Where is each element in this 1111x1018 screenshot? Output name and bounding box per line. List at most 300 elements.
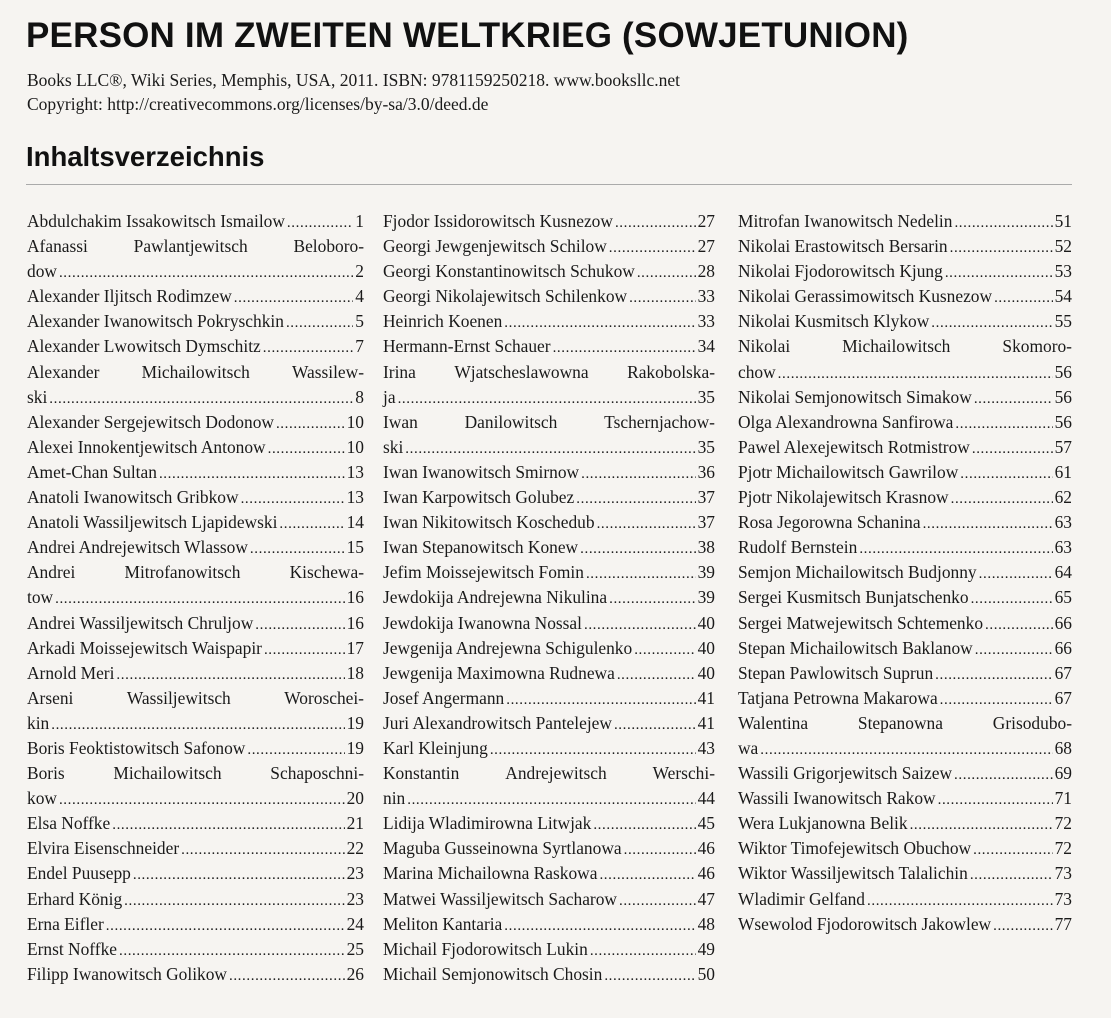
toc-entry-name: Anatoli Iwanowitsch Gribkow (27, 487, 239, 508)
leader-dots (970, 863, 1053, 888)
toc-entry-line (27, 887, 364, 912)
toc-entry-line (27, 460, 364, 485)
toc-entry-name-cont: ski (383, 436, 404, 457)
leader-dots (597, 512, 696, 537)
leader-dots (504, 311, 695, 336)
toc-entry-word: Irina (383, 361, 416, 382)
toc-entry (383, 460, 715, 485)
toc-entry (738, 661, 1072, 686)
toc-entry-name: Mitrofan Iwanowitsch Nedelin (738, 211, 953, 231)
toc-entry-page: 72 (1054, 813, 1072, 834)
toc-entry-line (383, 761, 715, 786)
toc-entry-name: Nikolai Kusmitsch Klykow (738, 311, 930, 332)
leader-dots (954, 211, 1052, 236)
toc-entry (383, 309, 715, 334)
leader-dots (229, 964, 345, 989)
toc-entry-name: Nikolai Fjodorowitsch Kjung (738, 261, 943, 282)
toc-entry-name: Ernst Noffke (27, 938, 117, 959)
toc-entry-page: 19 (346, 712, 364, 733)
toc-entry-line (27, 360, 364, 385)
toc-entry-page: 46 (697, 838, 715, 859)
toc-entry-name: Michail Fjodorowitsch Lukin (383, 938, 588, 959)
toc-entry (27, 962, 364, 987)
toc-entry-line (27, 284, 364, 309)
toc-entry-line (738, 435, 1072, 460)
toc-entry (27, 460, 364, 485)
toc-entry (27, 535, 364, 560)
toc-entry-line (383, 811, 715, 836)
book-title: PERSON IM ZWEITEN WELTKRIEG (SOWJETUNION) (26, 16, 909, 55)
toc-entry-page: 41 (697, 712, 715, 733)
toc-entry-page: 68 (1054, 737, 1072, 758)
leader-dots (576, 487, 695, 512)
leader-dots (287, 211, 353, 236)
toc-entry-line (383, 836, 715, 861)
toc-entry-name-cont: kin (27, 712, 50, 733)
toc-entry-line (27, 811, 364, 836)
toc-entry-line (383, 460, 715, 485)
toc-entry (738, 284, 1072, 309)
leader-dots (247, 738, 344, 763)
toc-entry-name: Josef Angermann (383, 687, 505, 708)
toc-entry-word: Pawlantjewitsch (133, 236, 248, 257)
toc-entry-page: 73 (1054, 863, 1072, 884)
leader-dots (286, 311, 353, 336)
toc-entry (738, 560, 1072, 585)
leader-dots (617, 663, 696, 688)
toc-entry-line (738, 360, 1072, 385)
leader-dots (276, 412, 345, 437)
toc-entry-page: 48 (697, 913, 715, 934)
toc-entry-page: 35 (697, 436, 715, 457)
toc-entry-word: Afanassi (27, 236, 88, 257)
toc-entry-name: Elsa Noffke (27, 813, 111, 834)
toc-entry-page: 69 (1054, 763, 1072, 784)
toc-entry-name-cont: chow (738, 361, 776, 382)
toc-entry-line (383, 284, 715, 309)
toc-entry (738, 861, 1072, 886)
toc-entry-line (27, 686, 364, 711)
toc-entry-word: Werschi- (652, 763, 715, 784)
toc-entry (27, 560, 364, 610)
toc-entry-name: Stepan Michailowitsch Baklanow (738, 637, 973, 658)
toc-entry-line (738, 309, 1072, 334)
leader-dots (938, 788, 1053, 813)
toc-entry-line (383, 334, 715, 359)
toc-entry-line (27, 334, 364, 359)
toc-entry-name: Andrei Andrejewitsch Wlassow (27, 537, 248, 558)
toc-entry (738, 385, 1072, 410)
toc-entry (738, 410, 1072, 435)
toc-entry-line (383, 962, 715, 987)
toc-entry-word: Boris (27, 763, 65, 784)
toc-entry-page: 17 (346, 637, 364, 658)
leader-dots (490, 738, 696, 763)
toc-entry-word: Stepanowna (857, 712, 943, 733)
toc-entry (383, 410, 715, 460)
toc-entry-name: Maguba Gusseinowna Syrtlanowa (383, 838, 622, 859)
toc-entry-name: Alexander Sergejewitsch Dodonow (27, 411, 274, 432)
heading-divider (26, 184, 1072, 185)
toc-entry (383, 912, 715, 937)
leader-dots (615, 211, 696, 236)
toc-entry (27, 209, 364, 234)
toc-entry-name: Juri Alexandrowitsch Pantelejew (383, 712, 612, 733)
toc-entry (738, 460, 1072, 485)
toc-entry-line (27, 410, 364, 435)
leader-dots (935, 663, 1052, 688)
toc-entry-word: Arseni (27, 687, 74, 708)
toc-entry-name: Wiktor Wassiljewitsch Talalichin (738, 863, 968, 884)
toc-entry-line (383, 435, 715, 460)
toc-entry (27, 360, 364, 410)
toc-entry-page: 18 (346, 662, 364, 683)
toc-heading: Inhaltsverzeichnis (26, 141, 265, 172)
toc-entry-name: Wiktor Timofejewitsch Obuchow (738, 838, 972, 859)
leader-dots (264, 638, 345, 663)
toc-entry-word: Beloboro- (293, 236, 364, 257)
toc-entry-name: Georgi Jewgenjewitsch Schilow (383, 236, 607, 257)
toc-entry-page: 40 (697, 637, 715, 658)
toc-entry-line (738, 736, 1072, 761)
toc-entry-word: Michailowitsch (141, 361, 250, 382)
toc-entry-page: 52 (1054, 236, 1072, 257)
toc-entry-word: Iwan (383, 411, 418, 432)
toc-entry-line (383, 611, 715, 636)
toc-entry-name: Rudolf Bernstein (738, 537, 858, 558)
toc-entry-name: Heinrich Koenen (383, 311, 503, 332)
toc-column-3 (738, 209, 1072, 937)
toc-entry-page: 20 (346, 788, 364, 809)
toc-entry (383, 811, 715, 836)
toc-entry-line (27, 861, 364, 886)
toc-entry-line (738, 711, 1072, 736)
toc-entry-name: Rosa Jegorowna Schanina (738, 512, 921, 533)
publication-info (27, 68, 680, 116)
leader-dots (624, 838, 696, 863)
toc-entry-line (383, 736, 715, 761)
toc-entry (738, 887, 1072, 912)
toc-entry-line (738, 912, 1072, 937)
toc-entry (383, 259, 715, 284)
toc-entry-page: 39 (697, 562, 715, 583)
leader-dots (181, 838, 345, 863)
toc-entry-page: 62 (1054, 487, 1072, 508)
toc-entry-line (738, 334, 1072, 359)
toc-entry-name: Jewdokija Iwanowna Nossal (383, 612, 582, 633)
toc-entry (383, 234, 715, 259)
toc-entry (383, 686, 715, 711)
toc-entry-page: 63 (1054, 537, 1072, 558)
leader-dots (910, 813, 1053, 838)
leader-dots (106, 914, 345, 939)
toc-entry-page: 50 (697, 963, 715, 984)
toc-entry-page: 40 (697, 662, 715, 683)
toc-entry-line (27, 510, 364, 535)
toc-entry-line (383, 535, 715, 560)
toc-entry-line (738, 385, 1072, 410)
leader-dots (972, 437, 1053, 462)
toc-entry (738, 585, 1072, 610)
leader-dots (159, 462, 345, 487)
toc-entry (738, 510, 1072, 535)
leader-dots (49, 387, 353, 412)
toc-entry (738, 535, 1072, 560)
toc-entry (27, 937, 364, 962)
toc-entry (27, 510, 364, 535)
toc-entry-page: 27 (697, 236, 715, 257)
toc-entry-page: 54 (1054, 286, 1072, 307)
toc-entry (738, 761, 1072, 786)
leader-dots (994, 286, 1053, 311)
toc-entry-name: Hermann-Ernst Schauer (383, 336, 551, 357)
toc-entry-line (383, 912, 715, 937)
toc-entry-line (738, 811, 1072, 836)
toc-entry-name: Elvira Eisenschneider (27, 838, 180, 859)
toc-entry-page: 24 (346, 913, 364, 934)
toc-entry (383, 585, 715, 610)
toc-entry-name: Matwei Wassiljewitsch Sacharow (383, 888, 617, 909)
toc-entry-name: Nikolai Gerassimowitsch Kusnezow (738, 286, 993, 307)
toc-entry-page: 56 (1054, 386, 1072, 407)
leader-dots (398, 387, 696, 412)
toc-entry (738, 786, 1072, 811)
toc-entry-line (27, 435, 364, 460)
toc-entry-page: 71 (1054, 788, 1072, 809)
leader-dots (268, 437, 345, 462)
toc-entry-word: Danilowitsch (464, 411, 558, 432)
leader-dots (407, 788, 695, 813)
toc-entry-line (27, 259, 364, 284)
toc-entry-page: 41 (697, 687, 715, 708)
toc-entry-page: 53 (1054, 261, 1072, 282)
toc-entry (383, 736, 715, 761)
toc-entry-page: 44 (697, 788, 715, 809)
toc-entry (738, 309, 1072, 334)
toc-entry (27, 435, 364, 460)
leader-dots (263, 336, 354, 361)
toc-column-1 (27, 209, 364, 987)
toc-entry-name-cont: ja (383, 386, 396, 407)
toc-entry-name: Michail Semjonowitsch Chosin (383, 963, 603, 984)
toc-entry-line (27, 661, 364, 686)
toc-entry (383, 636, 715, 661)
toc-entry-word: Schaposchni- (270, 763, 364, 784)
toc-entry-line (738, 585, 1072, 610)
toc-entry-page: 61 (1054, 461, 1072, 482)
toc-column-2 (383, 209, 715, 987)
toc-entry-page: 13 (346, 461, 364, 482)
toc-entry-page: 7 (355, 336, 364, 357)
toc-entry-word: Rakobolska- (627, 361, 715, 382)
toc-entry-page: 45 (697, 813, 715, 834)
toc-entry-line (27, 535, 364, 560)
toc-entry (738, 711, 1072, 761)
toc-entry-name: Boris Feoktistowitsch Safonow (27, 737, 246, 758)
toc-entry-page: 16 (346, 587, 364, 608)
toc-entry (27, 485, 364, 510)
toc-entry-name: Alexander Iwanowitsch Pokryschkin (27, 311, 284, 332)
toc-entry-page: 34 (697, 336, 715, 357)
toc-entry-word: Wjatscheslawowna (454, 361, 589, 382)
leader-dots (279, 512, 344, 537)
toc-entry-page: 5 (355, 311, 364, 332)
toc-entry-page: 36 (697, 461, 715, 482)
toc-entry-name: Sergei Kusmitsch Bunjatschenko (738, 587, 969, 608)
toc-entry-page: 63 (1054, 512, 1072, 533)
toc-entry-page: 47 (697, 888, 715, 909)
toc-entry (383, 937, 715, 962)
toc-entry-line (383, 686, 715, 711)
toc-entry-line (383, 786, 715, 811)
toc-entry-line (738, 535, 1072, 560)
toc-entry-name-cont: wa (738, 737, 759, 758)
leader-dots (581, 462, 696, 487)
toc-entry-page: 66 (1054, 612, 1072, 633)
toc-entry-line (738, 510, 1072, 535)
toc-entry-name-cont: ski (27, 386, 48, 407)
toc-entry-page: 51 (1054, 211, 1072, 231)
leader-dots (974, 387, 1053, 412)
leader-dots (506, 688, 695, 713)
toc-entry-line (383, 711, 715, 736)
toc-entry-word: Mitrofanowitsch (124, 562, 241, 583)
toc-entry-name: Tatjana Petrowna Makarowa (738, 687, 938, 708)
toc-entry-name: Stepan Pawlowitsch Suprun (738, 662, 934, 683)
toc-entry-line (738, 259, 1072, 284)
toc-entry-line (738, 560, 1072, 585)
toc-entry-line (383, 585, 715, 610)
publisher-line: Books LLC®, Wiki Series, Memphis, USA, 2011. ISBN: 9781159250218. www.booksllc.net (27, 70, 680, 90)
leader-dots (619, 889, 696, 914)
toc-entry-page: 73 (1054, 888, 1072, 909)
toc-entry-line (27, 309, 364, 334)
toc-entry-line (383, 259, 715, 284)
leader-dots (993, 914, 1053, 939)
toc-entry-line (383, 209, 715, 234)
toc-entry-line (27, 786, 364, 811)
leader-dots (604, 964, 695, 989)
toc-entry-line (738, 636, 1072, 661)
toc-entry-line (27, 560, 364, 585)
toc-entry-page: 67 (1054, 662, 1072, 683)
leader-dots (940, 688, 1053, 713)
toc-entry (738, 611, 1072, 636)
toc-entry-word: Andrejewitsch (505, 763, 607, 784)
leader-dots (580, 537, 695, 562)
toc-entry-name: Iwan Nikitowitsch Koschedub (383, 512, 595, 533)
toc-entry-page: 22 (346, 838, 364, 859)
toc-entry-name: Anatoli Wassiljewitsch Ljapidewski (27, 512, 278, 533)
toc-entry-line (27, 736, 364, 761)
toc-entry-word: Michailowitsch (842, 336, 951, 357)
leader-dots (985, 613, 1053, 638)
toc-entry-name: Pawel Alexejewitsch Rotmistrow (738, 436, 970, 457)
leader-dots (973, 838, 1053, 863)
toc-entry-name: Jefim Moissejewitsch Fomin (383, 562, 584, 583)
toc-entry-name: Nikolai Semjonowitsch Simakow (738, 386, 972, 407)
toc-entry-name: Wassili Iwanowitsch Rakow (738, 788, 936, 809)
toc-entry-page: 13 (346, 487, 364, 508)
leader-dots (975, 638, 1053, 663)
toc-entry (27, 836, 364, 861)
toc-entry-name: Jewgenija Maximowna Rudnewa (383, 662, 615, 683)
toc-entry-name-cont: dow (27, 261, 57, 282)
leader-dots (614, 713, 696, 738)
leader-dots (55, 587, 345, 612)
toc-entry (27, 811, 364, 836)
toc-entry-line (738, 485, 1072, 510)
toc-entry-line (738, 661, 1072, 686)
toc-entry-line (27, 585, 364, 610)
toc-entry-page: 35 (697, 386, 715, 407)
toc-entry-page: 72 (1054, 838, 1072, 859)
toc-entry (383, 485, 715, 510)
toc-entry (27, 761, 364, 811)
leader-dots (629, 286, 696, 311)
toc-entry-line (738, 611, 1072, 636)
toc-entry-page: 19 (346, 737, 364, 758)
toc-entry-name: Arnold Meri (27, 662, 115, 683)
toc-entry-name: Iwan Iwanowitsch Smirnow (383, 461, 580, 482)
toc-entry (27, 887, 364, 912)
toc-entry-page: 8 (355, 386, 364, 407)
toc-entry-name: Alexander Iljitsch Rodimzew (27, 286, 232, 307)
toc-entry (27, 736, 364, 761)
leader-dots (923, 512, 1053, 537)
toc-entry (27, 334, 364, 359)
leader-dots (51, 713, 344, 738)
toc-entry (383, 334, 715, 359)
toc-entry-name: Georgi Nikolajewitsch Schilenkow (383, 286, 628, 307)
toc-entry-page: 23 (346, 888, 364, 909)
toc-entry-name: Endel Puusepp (27, 863, 131, 884)
toc-entry-page: 16 (346, 612, 364, 633)
toc-entry-page: 56 (1054, 361, 1072, 382)
toc-entry-line (27, 836, 364, 861)
toc-entry (738, 209, 1072, 234)
toc-entry (27, 234, 364, 284)
toc-entry-name: Meliton Kantaria (383, 913, 503, 934)
toc-entry-line (27, 611, 364, 636)
toc-entry-name: Nikolai Erastowitsch Bersarin (738, 236, 948, 257)
toc-entry-name: Lidija Wladimirowna Litwjak (383, 813, 592, 834)
toc-entry-name-cont: nin (383, 788, 406, 809)
toc-entry-page: 37 (697, 512, 715, 533)
toc-entry-page: 38 (697, 537, 715, 558)
toc-entry-name: Arkadi Moissejewitsch Waispapir (27, 637, 262, 658)
toc-entry-page: 43 (697, 737, 715, 758)
leader-dots (255, 613, 344, 638)
toc-entry (383, 711, 715, 736)
toc-entry-line (738, 234, 1072, 259)
leader-dots (119, 939, 345, 964)
toc-entry-name: Pjotr Nikolajewitsch Krasnow (738, 487, 949, 508)
toc-entry-word: Kischewa- (289, 562, 364, 583)
toc-entry-line (383, 887, 715, 912)
toc-entry-line (738, 284, 1072, 309)
toc-entry-name: Iwan Karpowitsch Golubez (383, 487, 575, 508)
toc-entry-page: 49 (697, 938, 715, 959)
leader-dots (405, 437, 695, 462)
toc-entry-line (738, 786, 1072, 811)
toc-entry-page: 39 (697, 587, 715, 608)
toc-entry-page: 55 (1054, 311, 1072, 332)
leader-dots (59, 788, 345, 813)
toc-entry-page: 65 (1054, 587, 1072, 608)
toc-entry-line (738, 761, 1072, 786)
leader-dots (241, 487, 345, 512)
